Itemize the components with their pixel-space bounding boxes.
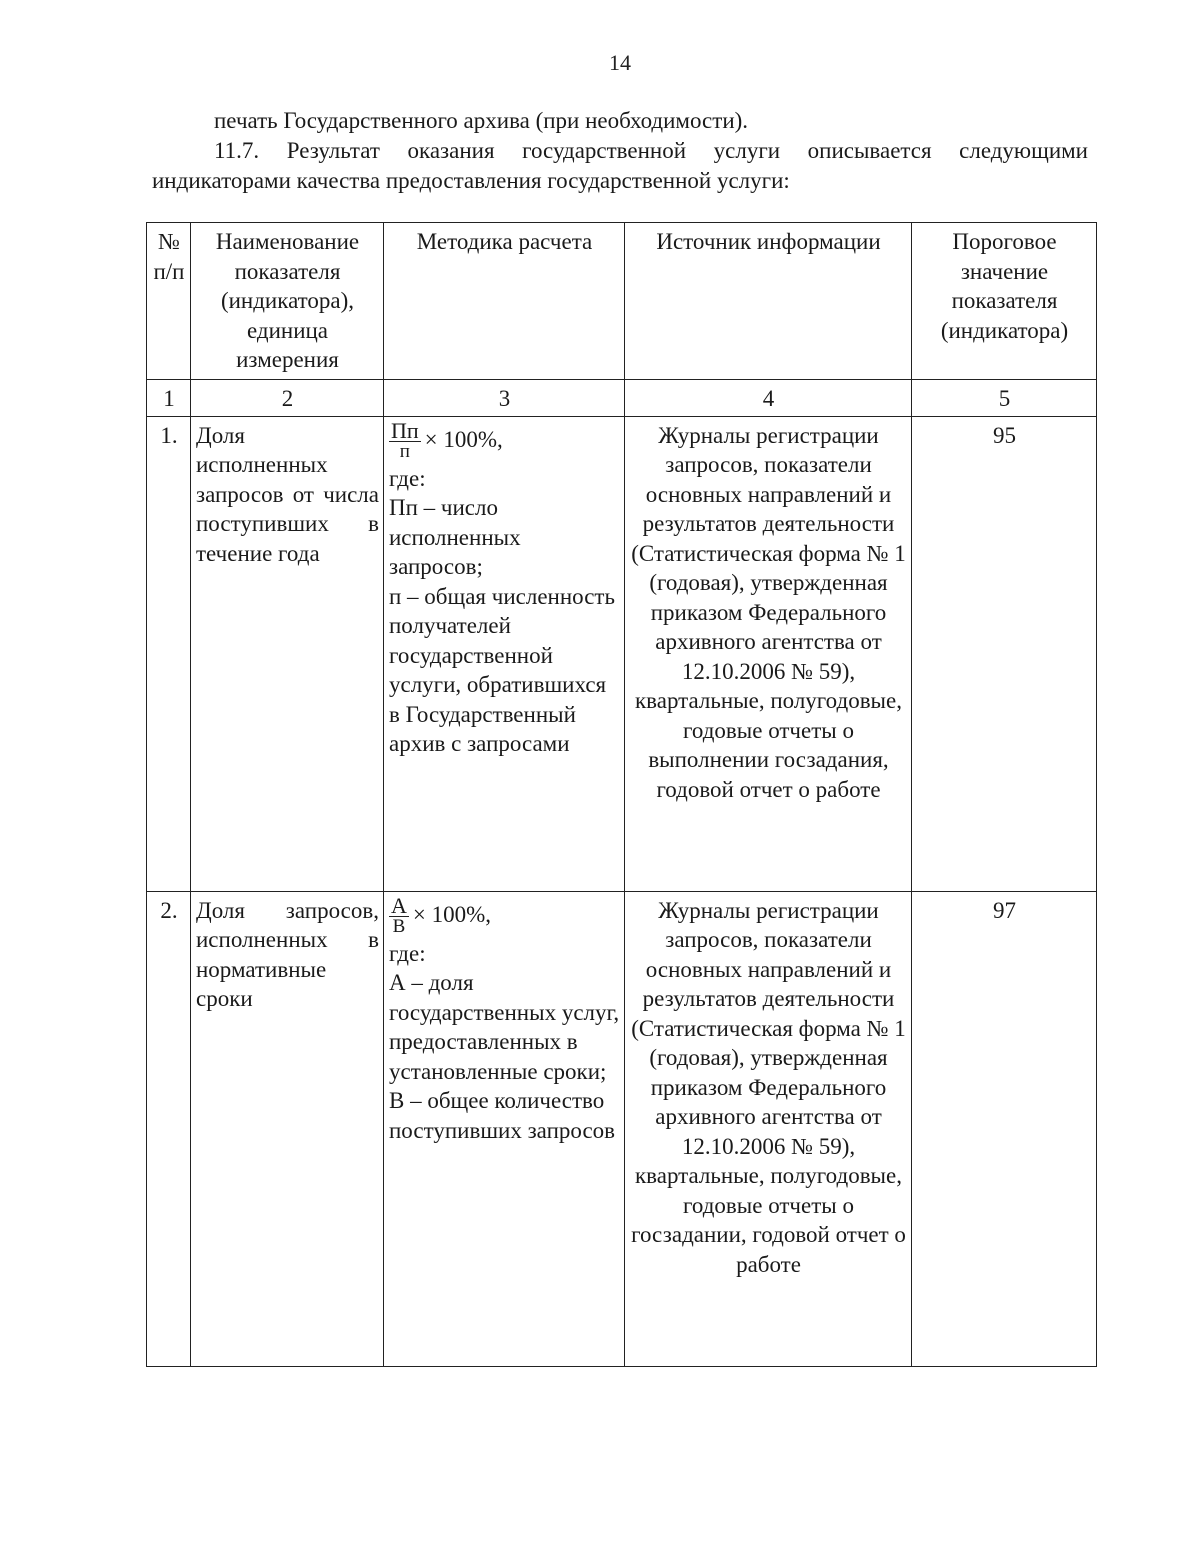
table-row <box>147 416 1097 891</box>
information-source: Журналы регистрации запросов, показатели основных направлений и результатов деятельности (Статистическая форма № 1 (годовая), утвержденная приказом Федерального архивного агентства от 12.10.2006 № 59), квартальные, полугодовые, годовые отчеты о госзадании, годовой отчет о работе <box>625 891 912 1366</box>
fraction-numerator: А <box>391 892 407 918</box>
threshold-value: 95 <box>912 416 1097 891</box>
table-row <box>147 891 1097 1366</box>
indicators-table <box>146 222 1097 1367</box>
intro-paragraph-2: 11.7. Результат оказания государственной услуги описывается следующими индикаторами качества предоставления государственной услуги: <box>152 138 1088 193</box>
information-source: Журналы регистрации запросов, показатели основных направлений и результатов деятельности (Статистическая форма № 1 (годовая), утвержденная приказом Федерального архивного агентства от 12.10.2006 № 59), квартальные, полугодовые, годовые отчеты о выполнении госзадания, годовой отчет о работе <box>625 416 912 891</box>
header-indicator-name: Наименование показателя (индикатора), единица измерения <box>191 223 384 380</box>
header-number: № п/п <box>147 223 191 380</box>
formula <box>389 892 620 937</box>
row-number: 1. <box>147 416 191 891</box>
column-number-row <box>147 380 1097 417</box>
page-number: 14 <box>609 50 631 75</box>
formula-definition: Пп – число исполненных запросов; <box>389 495 521 579</box>
formula-definition: В – общее количество поступивших запросов <box>389 1088 616 1143</box>
fraction-denominator: В <box>392 915 406 937</box>
column-number: 4 <box>625 380 912 417</box>
fraction-denominator: п <box>399 440 410 462</box>
fraction <box>389 417 421 462</box>
formula-definition: А – доля государственных услуг, предоставленных в установленные сроки; <box>389 970 620 1084</box>
formula-definition: п – общая численность получателей государственной услуги, обратившихся в Государственный архив с запросами <box>389 583 615 756</box>
calculation-method <box>384 416 625 891</box>
header-calculation-method: Методика расчета <box>384 223 625 380</box>
column-number: 1 <box>147 380 191 417</box>
formula-multiplier: × 100%, <box>424 426 503 452</box>
fraction <box>389 892 409 937</box>
column-number: 2 <box>191 380 384 417</box>
formula-multiplier: × 100%, <box>412 901 492 927</box>
table-header-row <box>147 223 1097 380</box>
header-threshold: Пороговое значение показателя (индикатора) <box>912 223 1097 380</box>
threshold-value: 97 <box>912 891 1097 1366</box>
intro-paragraph-1: печать Государственного архива (при необходимости). <box>214 108 749 133</box>
formula-where: где: <box>389 465 426 491</box>
column-number: 3 <box>384 380 625 417</box>
indicator-name: Доля запросов, исполненных в нормативные сроки <box>191 891 384 1366</box>
column-number: 5 <box>912 380 1097 417</box>
calculation-method <box>384 891 625 1366</box>
header-information-source: Источник информации <box>625 223 912 380</box>
formula <box>389 417 620 462</box>
fraction-numerator: Пп <box>391 417 419 443</box>
row-number: 2. <box>147 891 191 1366</box>
indicator-name: Доля исполненных запросов от числа поступивших в течение года <box>191 416 384 891</box>
formula-where: где: <box>389 940 426 966</box>
